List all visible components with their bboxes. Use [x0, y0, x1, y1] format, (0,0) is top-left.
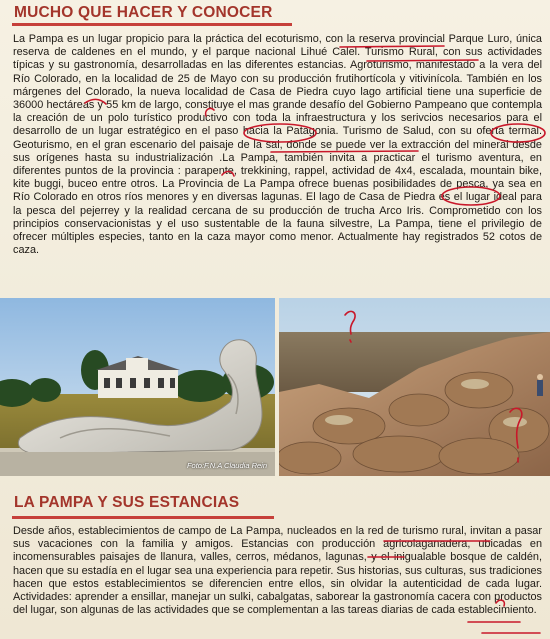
section-heading-mucho-que-hacer: MUCHO QUE HACER Y CONOCER [14, 4, 273, 21]
photo-credit: Foto:F.N.A Claudia Rein [186, 461, 267, 470]
section-heading-la-pampa-y-sus-estancias: LA PAMPA Y SUS ESTANCIAS [14, 494, 240, 511]
estancia-statue-photo [0, 298, 275, 476]
section-body-mucho-que-hacer: La Pampa es un lugar propicio para la práctica del ecoturismo, con la reserva provincial Parque Luro, única reserva de caldenes en el mundo, y el parque nacional Lihué Calel. Turismo Rural, con sus actividades típicas y su gastronomía, desarrolladas en las diferentes estancias. Agroturismo, manifestado a la vera del Río Colorado, en la localidad de 25 de Mayo con su producción frutihortícola y vitivinícola. También en los márgenes del Colorado, la nueva localidad de Casa de Piedra cuyo lago artificial tiene una superficie de 36000 hectáreas y 55 km de largo, constituye el mas grande desafío del Gobierno Pampeano que contempla la creación de un polo turístico productivo con toda la infraestructura y los serivcios necesarios para el desarrollo de un lugar estratégico en el paso hacia la Patagonia. Turismo de Salud, con su oferta termal. Geoturismo, en el gran escenario del paisaje de la sal, donde se puede ver la extracción del mineral desde sus orígenes hasta su industrialización .La Pampa, también invita a practicar el turismo aventura, en diferentes puntos de la provincia : parapente, trekkining, rappel, actividad de 4x4, escalada, mountain bike, kite buggi, buceo entre otros. La Provincia de La Pampa ofrece buenas posibilidades de pesca, ya sea en Río Colorado en otros ríos menores y en diversas lagunas. El lago de Casa de Piedra es el lugar ideal para la pesca del pejerrey y la realidad cercana de su producción de trucha Arco Iris. Comprometido con los principios conservacionistas y el uso sustentable de la fauna silvestre, La Pampa, tiene el privilegio de ofrecer múltiples especies, tanto en la caza mayor como menor. Actualmente hay registrados 52 cotos de caza. [13, 33, 542, 257]
heading-underline [12, 516, 274, 519]
heading-underline [12, 23, 292, 26]
photo-strip [0, 298, 550, 476]
rocky-landscape-photo [279, 298, 550, 476]
section-body-la-pampa-y-sus-estancias: Desde años, establecimientos de campo de La Pampa, nucleados en la red de turismo rural, invitan a pasar sus vacaciones con la familia y amigos. Estancias con producción agricolaganadera, ubicadas en incomensurables paisajes de llanura, valles, cerros, médanos, lagunas, y el inigualable bosque de caldén, hacen que su estadía en el lugar sea una experiencia para repetir. Sus historias, sus culturas, sus tradiciones hacen que estos establecimientos se diferencien entre ellos, sin olvidar la autenticidad de cada lugar. Actividades: aprender a ensillar, manejar un sulki, cabalgatas, saborear la gastronomía cacera con productos del lugar, son algunas de las actividades que se complementan a las tareas diarias de cada establecimiento. [13, 525, 542, 617]
